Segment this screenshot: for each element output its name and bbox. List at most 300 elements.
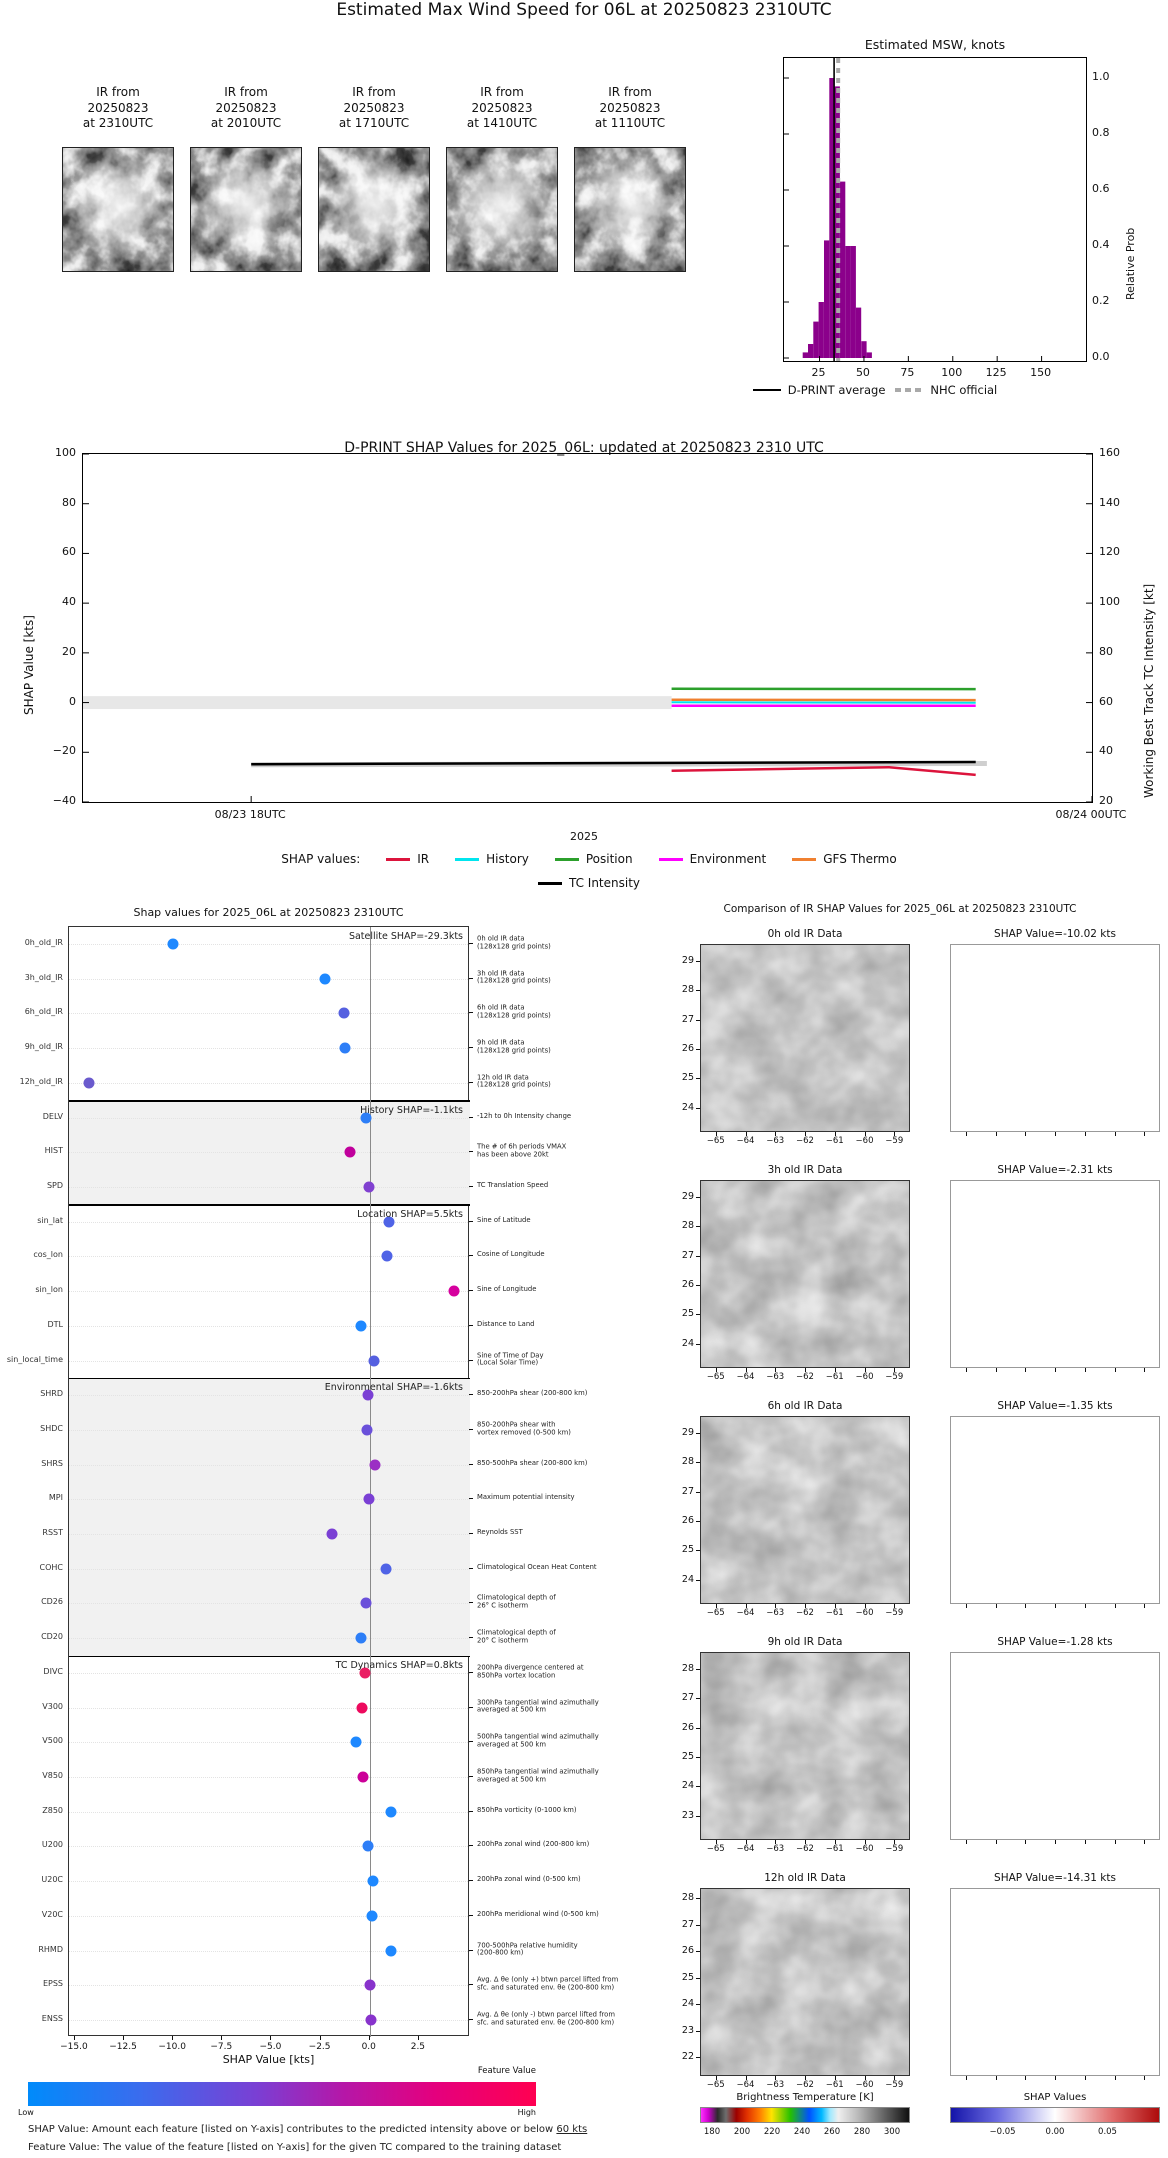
feature-right-tick (469, 1360, 473, 1361)
feature-shap-dot (364, 1980, 375, 1991)
feature-xtick-mark (369, 2036, 370, 2040)
comparison-ir-xtick: −61 (825, 2080, 844, 2090)
histogram-ytick: 0.8 (1092, 126, 1110, 139)
comparison-shap-xtick-mark (1115, 1368, 1116, 1372)
comparison-shap-xtick-mark (1115, 1840, 1116, 1844)
comparison-ir-ytick: 28 (681, 1456, 694, 1468)
comparison-shap-xtick-mark (1144, 2076, 1145, 2080)
comparison-ir-xtick-mark (746, 1132, 747, 1136)
comparison-ir-xtick: −59 (885, 1844, 904, 1854)
feature-description (477, 1144, 657, 1159)
feature-description (477, 1005, 657, 1020)
comparison-ir-xtick-mark (865, 1840, 866, 1844)
feature-plot-title: Shap values for 2025_06L at 20250823 2310UTC (133, 906, 404, 919)
comparison-ir-xtick: −61 (825, 1372, 844, 1382)
histogram-ylabel: Relative Prob (1124, 227, 1137, 300)
comparison-ir-xtick-mark (716, 2076, 717, 2080)
feature-row-label: SHDC (40, 1423, 63, 1433)
feature-right-tick (469, 1568, 473, 1569)
feature-description-line: 850hPa vorticity (0-1000 km) (477, 1805, 577, 1814)
feature-row-gridline (69, 1256, 470, 1257)
feature-description-line: Sine of Latitude (477, 1215, 531, 1224)
feature-xtick-mark (320, 2036, 321, 2040)
feature-right-tick (469, 2019, 473, 2020)
feature-xtick-mark (172, 2036, 173, 2040)
comparison-shap-xtick-mark (1115, 2076, 1116, 2080)
feature-description (477, 1977, 657, 1992)
footnote-shap-value (28, 2124, 587, 2135)
feature-description (477, 1252, 657, 1260)
feature-right-tick (469, 1221, 473, 1222)
comparison-shap-xtick-mark (1085, 1368, 1086, 1372)
comparison-ir-xtick-mark (805, 1604, 806, 1608)
ir-thumbnail-label-line: 20250823 (471, 100, 533, 115)
comparison-ir-ytick-mark (696, 1492, 700, 1493)
comparison-ir-ytick-mark (696, 1197, 700, 1198)
feature-xtick: −5.0 (259, 2042, 282, 2052)
ir-satellite-thumbnail (62, 147, 174, 272)
comparison-shap-xtick-mark (1085, 1132, 1086, 1136)
feature-description-line: averaged at 500 km (477, 1705, 546, 1714)
feature-row-gridline (69, 1846, 470, 1847)
ir-thumbnail-label-line: at 2310UTC (82, 116, 154, 131)
feature-description-line: 0h old IR data (477, 934, 525, 943)
comparison-ir-ytick-mark (696, 2057, 700, 2058)
comparison-ir-xtick-mark (865, 2076, 866, 2080)
feature-shap-dot (340, 1043, 351, 1054)
feature-shap-dot (386, 1806, 397, 1817)
comparison-shap-xtick-mark (1055, 2076, 1056, 2080)
comparison-ir-xtick: −60 (855, 1136, 874, 1146)
comparison-ir-map (700, 1180, 910, 1368)
comparison-ir-xtick: −62 (796, 1372, 814, 1382)
comparison-shap-map (950, 1652, 1160, 1840)
comparison-ir-ytick: 29 (681, 1190, 694, 1202)
legend-swatch (538, 882, 562, 885)
histogram-xtick: 25 (811, 366, 826, 379)
ir-satellite-thumbnail (574, 147, 686, 272)
histogram-ytick: 0.4 (1092, 238, 1110, 251)
comparison-ir-xtick-mark (746, 2076, 747, 2080)
feature-description-line: 200hPa zonal wind (200-800 km) (477, 1840, 590, 1849)
comparison-ir-xtick-mark (775, 1840, 776, 1844)
feature-xtick: −2.5 (308, 2042, 331, 2052)
legend-swatch (659, 858, 683, 861)
feature-description (477, 1040, 657, 1055)
feature-description-line: TC Translation Speed (477, 1181, 549, 1190)
feature-row-label: 9h_old_IR (24, 1042, 63, 1052)
feature-description-line: 6h old IR data (477, 1003, 525, 1012)
feature-right-tick (469, 1672, 473, 1673)
feature-row-gridline (69, 2020, 470, 2021)
feature-description (477, 1321, 657, 1329)
feature-row-label: RSST (42, 1528, 63, 1538)
feature-right-tick (469, 1602, 473, 1603)
feature-description-line: The # of 6h periods VMAX (477, 1142, 567, 1151)
feature-row-gridline (69, 1187, 470, 1188)
comparison-ir-xtick-mark (716, 1132, 717, 1136)
section-divider (69, 1378, 470, 1379)
feature-right-tick (469, 1186, 473, 1187)
timeseries-legend-item (386, 852, 429, 866)
feature-row-label: MPI (48, 1493, 63, 1503)
feature-row-label: DTL (47, 1319, 63, 1329)
feature-description (477, 1564, 657, 1572)
feature-row-label: COHC (39, 1562, 63, 1572)
feature-description-line: Reynolds SST (477, 1528, 523, 1537)
shap-colorbar (950, 2107, 1160, 2123)
comparison-ir-ytick: 26 (681, 1945, 694, 1957)
timeseries-legend-item (538, 876, 640, 890)
comparison-ir-ytick: 26 (681, 1721, 694, 1733)
feature-description-line: -12h to 0h Intensity change (477, 1111, 572, 1120)
timeseries-ytick-left: −40 (52, 794, 76, 807)
feature-right-tick (469, 1394, 473, 1395)
feature-description-line: Avg. Δ θe (only +) btwn parcel lifted from (477, 1975, 619, 1984)
ir-thumbnail-label-line: IR from (608, 85, 652, 99)
comparison-ir-map (700, 1416, 910, 1604)
comparison-ir-xtick-mark (746, 1368, 747, 1372)
comparison-ir-xtick: −65 (706, 1844, 725, 1854)
comparison-ir-xtick-mark (805, 2076, 806, 2080)
ir-thumbnail-label-line: IR from (96, 85, 140, 99)
footnote-shap-value-underline: 60 kts (556, 2124, 588, 2135)
feature-row-gridline (69, 1638, 470, 1639)
feature-description-line: Maximum potential intensity (477, 1493, 575, 1502)
histogram-ytick: 0.2 (1092, 294, 1110, 307)
comparison-ir-xtick: −64 (736, 2080, 755, 2090)
comparison-ir-xtick-mark (835, 1132, 836, 1136)
ir-thumbnail-label-line: at 1410UTC (466, 116, 538, 131)
comparison-ir-title: 9h old IR Data (767, 1636, 843, 1648)
feature-row-gridline (69, 1673, 470, 1674)
timeseries-title: D-PRINT SHAP Values for 2025_06L: updated at 20250823 2310 UTC (344, 440, 824, 456)
comparison-ir-ytick-mark (696, 2004, 700, 2005)
comparison-shap-xtick-mark (996, 2076, 997, 2080)
feature-shap-dot (363, 1494, 374, 1505)
feature-right-tick (469, 943, 473, 944)
comparison-ir-ytick: 24 (681, 1337, 694, 1349)
histogram-canvas (784, 58, 1086, 361)
bt-colorbar-tick: 300 (883, 2127, 901, 2137)
feature-shap-dot (368, 1355, 379, 1366)
comparison-ir-xtick-mark (775, 1604, 776, 1608)
comparison-shap-xtick-mark (1025, 1840, 1026, 1844)
feature-shap-dot (345, 1147, 356, 1158)
bt-colorbar-tick: 280 (853, 2127, 871, 2137)
feature-description-line: has been above 20kt (477, 1150, 549, 1159)
feature-xtick: −12.5 (109, 2042, 137, 2052)
feature-row-label: V20C (41, 1909, 63, 1919)
feature-right-tick (469, 1707, 473, 1708)
feature-description (477, 1529, 657, 1537)
histogram-xtick: 100 (941, 366, 963, 379)
section-shap-annotation: TC Dynamics SHAP=0.8kts (335, 1659, 463, 1671)
feature-shap-dot (339, 1008, 350, 1019)
feature-row-gridline (69, 1812, 470, 1813)
timeseries-legend-item (659, 852, 767, 866)
comparison-ir-ytick-mark (696, 1698, 700, 1699)
feature-row-label: U200 (41, 1840, 63, 1850)
feature-description (477, 1390, 657, 1398)
comparison-ir-ytick-mark (696, 1816, 700, 1817)
comparison-ir-ytick: 29 (681, 954, 694, 966)
comparison-shap-xtick-mark (1025, 2076, 1026, 2080)
feature-description-line: 850hPa vortex location (477, 1670, 556, 1679)
comparison-shap-title: SHAP Value=-1.35 kts (997, 1400, 1113, 1412)
feature-description-line: (128x128 grid points) (477, 1046, 551, 1055)
feature-right-tick (469, 1464, 473, 1465)
ir-thumbnail-label (566, 85, 694, 132)
feature-row-gridline (69, 1430, 470, 1431)
comparison-ir-ytick: 24 (681, 1998, 694, 2010)
feature-xtick-mark (74, 2036, 75, 2040)
timeseries-ytick-right: 140 (1099, 495, 1120, 509)
histogram-plot (783, 57, 1087, 362)
comparison-ir-ytick-mark (696, 1951, 700, 1952)
timeseries-ytick-right: 20 (1099, 794, 1113, 807)
feature-description (477, 1842, 657, 1850)
legend-label: Environment (689, 852, 767, 866)
legend-swatch (895, 388, 923, 392)
histogram-legend (620, 383, 1130, 397)
feature-description (477, 1460, 657, 1468)
comparison-ir-ytick-mark (696, 2031, 700, 2032)
feature-description-line: averaged at 500 km (477, 1775, 546, 1784)
feature-row-label: V850 (42, 1771, 63, 1781)
bt-colorbar-tick: 180 (703, 2127, 721, 2137)
feature-xtick: 2.5 (410, 2042, 426, 2052)
feature-row-gridline (69, 1569, 470, 1570)
bt-colorbar-tick: 240 (793, 2127, 811, 2137)
legend-label: IR (417, 852, 430, 866)
comparison-ir-xtick: −63 (766, 1608, 785, 1618)
comparison-ir-ytick-mark (696, 1433, 700, 1434)
comparison-ir-ytick: 25 (681, 1971, 694, 1983)
comparison-ir-xtick: −63 (766, 1372, 785, 1382)
feature-description-line: 12h old IR data (477, 1073, 529, 1082)
comparison-ir-xtick-mark (746, 1840, 747, 1844)
feature-value-colorbar (28, 2082, 536, 2106)
comparison-ir-ytick: 23 (681, 1809, 694, 1821)
comparison-ir-xtick-mark (835, 2076, 836, 2080)
comparison-ir-xtick-mark (835, 1840, 836, 1844)
timeseries-ytick-right: 40 (1099, 744, 1113, 758)
feature-description-line: 500hPa tangential wind azimuthally (477, 1732, 599, 1741)
feature-description (477, 1286, 657, 1294)
feature-row-gridline (69, 1534, 470, 1535)
comparison-shap-title: SHAP Value=-14.31 kts (994, 1872, 1116, 1884)
comparison-ir-xtick-mark (835, 1604, 836, 1608)
comparison-shap-xtick-mark (966, 2076, 967, 2080)
feature-right-tick (469, 1082, 473, 1083)
feature-row-label: CD26 (41, 1597, 63, 1607)
comparison-shap-xtick-mark (1144, 1840, 1145, 1844)
comparison-shap-xtick-mark (1055, 1840, 1056, 1844)
comparison-ir-map (700, 944, 910, 1132)
ir-thumbnail-label (310, 85, 438, 132)
comparison-shap-xtick-mark (966, 1604, 967, 1608)
comparison-shap-xtick-mark (996, 1132, 997, 1136)
feature-row-label: 6h_old_IR (24, 1007, 63, 1017)
histogram-legend-item (895, 383, 997, 397)
histogram-title: Estimated MSW, knots (864, 37, 1006, 52)
feature-row-label: DELV (42, 1111, 63, 1121)
feature-description-line: vortex removed (0-500 km) (477, 1427, 571, 1436)
section-shading (69, 1378, 470, 1656)
feature-plot-xlabel: SHAP Value [kts] (222, 2053, 315, 2066)
comparison-ir-xtick: −62 (796, 1136, 814, 1146)
feature-description-line: 700-500hPa relative humidity (477, 1940, 578, 1949)
feature-description-line: 850-200hPa shear with (477, 1420, 556, 1429)
feature-xtick-mark (418, 2036, 419, 2040)
feature-description (477, 970, 657, 985)
comparison-ir-map (700, 1888, 910, 2076)
feature-description (477, 1630, 657, 1645)
feature-row-label: EPSS (42, 1979, 63, 1989)
feature-description (477, 1217, 657, 1225)
comparison-ir-xtick: −64 (736, 1372, 755, 1382)
comparison-ir-xtick: −63 (766, 2080, 785, 2090)
comparison-ir-xtick-mark (775, 2076, 776, 2080)
comparison-ir-ytick-mark (696, 1108, 700, 1109)
feature-right-tick (469, 1117, 473, 1118)
feature-description (477, 1807, 657, 1815)
feature-row-label: RHMD (38, 1944, 63, 1954)
timeseries-ytick-right: 80 (1099, 644, 1113, 658)
comparison-ir-ytick: 28 (681, 984, 694, 996)
comparison-shap-xtick-mark (1025, 1368, 1026, 1372)
legend-swatch (792, 858, 816, 861)
legend-swatch (753, 389, 781, 391)
ir-thumbnail-label (438, 85, 566, 132)
feature-row-gridline (69, 1152, 470, 1153)
feature-row-label: Z850 (42, 1805, 63, 1815)
comparison-ir-xtick: −60 (855, 1608, 874, 1618)
comparison-shap-xtick-mark (1115, 1132, 1116, 1136)
feature-shap-dot (449, 1286, 460, 1297)
comparison-ir-ytick: 25 (681, 1750, 694, 1762)
feature-row-label: ENSS (41, 2014, 63, 2023)
feature-shap-dot (327, 1529, 338, 1540)
shap-colorbar-title: SHAP Values (1023, 2092, 1087, 2103)
feature-description (477, 1182, 657, 1190)
ir-thumbnail-label-line: at 2010UTC (210, 116, 282, 131)
comparison-ir-xtick: −65 (706, 1608, 725, 1618)
feature-row-gridline (69, 1742, 470, 1743)
feature-description (477, 1911, 657, 1919)
comparison-ir-xtick-mark (865, 1132, 866, 1136)
feature-xtick: −7.5 (210, 2042, 233, 2052)
feature-description (477, 2011, 657, 2026)
feature-right-tick (469, 1498, 473, 1499)
feature-row-gridline (69, 1777, 470, 1778)
feature-description-line: 3h old IR data (477, 969, 525, 978)
feature-description-line: 850-500hPa shear (200-800 km) (477, 1458, 588, 1467)
comparison-ir-xtick: −65 (706, 2080, 725, 2090)
histogram-ytick: 1.0 (1092, 70, 1110, 83)
feature-row-label: sin_lon (35, 1285, 63, 1295)
feature-description-line: 26° C isotherm (477, 1601, 529, 1610)
feature-row-gridline (69, 1291, 470, 1292)
comparison-ir-xtick: −64 (736, 1608, 755, 1618)
comparison-ir-ytick: 29 (681, 1426, 694, 1438)
comparison-ir-ytick-mark (696, 1898, 700, 1899)
feature-row-label: V300 (42, 1701, 63, 1711)
comparison-ir-xtick: −59 (885, 2080, 904, 2090)
comparison-ir-xtick-mark (894, 2076, 895, 2080)
comparison-ir-ytick-mark (696, 1049, 700, 1050)
comparison-ir-xtick: −63 (766, 1844, 785, 1854)
ir-thumbnail-label-line: 20250823 (87, 100, 149, 115)
feature-description-line: 300hPa tangential wind azimuthally (477, 1698, 599, 1706)
timeseries-ytick-right: 160 (1099, 446, 1120, 459)
feature-description (477, 1352, 657, 1367)
feature-xtick-mark (270, 2036, 271, 2040)
comparison-shap-xtick-mark (996, 1604, 997, 1608)
timeseries-legend-item (555, 852, 633, 866)
legend-label: TC Intensity (568, 876, 641, 890)
feature-row-gridline (69, 944, 470, 945)
feature-xtick-mark (221, 2036, 222, 2040)
feature-shap-dot (386, 1945, 397, 1956)
feature-shap-dot (319, 973, 330, 984)
feature-value-colorbar-title: Feature Value (477, 2066, 536, 2076)
comparison-ir-title: 6h old IR Data (767, 1400, 843, 1412)
feature-right-tick (469, 1290, 473, 1291)
feature-description-line: (128x128 grid points) (477, 1080, 551, 1089)
comparison-ir-xtick: −60 (855, 1372, 874, 1382)
feature-row-gridline (69, 1048, 470, 1049)
timeseries-ytick-left: 20 (62, 644, 76, 658)
feature-right-tick (469, 1776, 473, 1777)
comparison-shap-xtick-mark (1055, 1132, 1056, 1136)
comparison-ir-ytick: 27 (681, 1249, 694, 1261)
feature-shap-dot (367, 1876, 378, 1887)
section-divider (69, 1656, 470, 1657)
comparison-shap-xtick-mark (1085, 2076, 1086, 2080)
comparison-ir-xtick-mark (716, 1840, 717, 1844)
comparison-ir-ytick-mark (696, 990, 700, 991)
comparison-ir-xtick-mark (865, 1368, 866, 1372)
comparison-ir-ytick-mark (696, 1580, 700, 1581)
feature-row-label: U20C (41, 1875, 63, 1885)
comparison-ir-title: 12h old IR Data (764, 1872, 846, 1884)
timeseries-legend-item (792, 852, 897, 866)
comparison-ir-ytick: 25 (681, 1308, 694, 1320)
comparison-ir-ytick: 26 (681, 1514, 694, 1526)
feature-description-line: Sine of Longitude (477, 1285, 537, 1294)
feature-description (477, 1421, 657, 1436)
comparison-ir-xtick: −65 (706, 1136, 725, 1146)
comparison-ir-ytick: 27 (681, 1485, 694, 1497)
feature-shap-dot (361, 1424, 372, 1435)
feature-description-line: Climatological Ocean Heat Content (477, 1562, 597, 1571)
feature-description (477, 1595, 657, 1610)
ir-thumbnail-cloud-highlight (63, 148, 173, 271)
comparison-ir-ytick-mark (696, 1344, 700, 1345)
feature-description-line: Distance to Land (477, 1319, 535, 1328)
zero-line (370, 927, 371, 2037)
feature-row-label: V500 (42, 1736, 63, 1746)
feature-shap-dot (356, 1702, 367, 1713)
legend-label: D-PRINT average (787, 383, 886, 397)
feature-shap-dot (357, 1772, 368, 1783)
section-divider (69, 1204, 470, 1205)
comparison-shap-map (950, 1180, 1160, 1368)
comparison-ir-ytick-mark (696, 1226, 700, 1227)
feature-description (477, 1113, 657, 1121)
